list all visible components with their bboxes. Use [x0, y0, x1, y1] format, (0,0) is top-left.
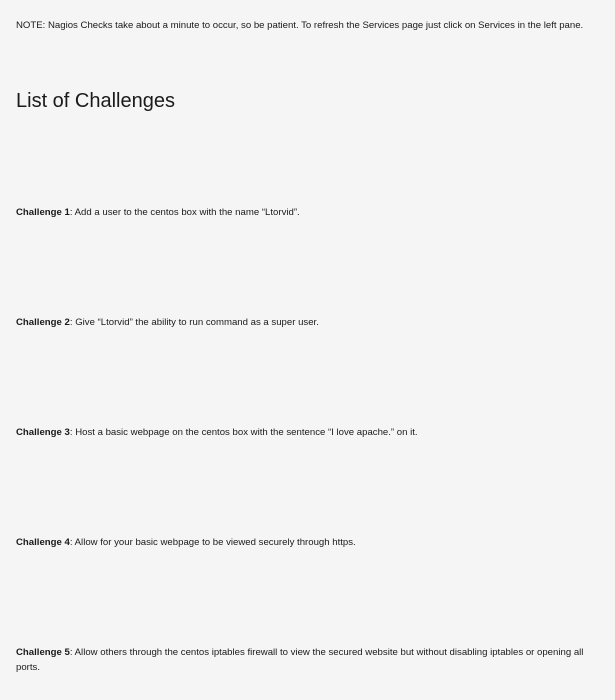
challenge-3-text: : Host a basic webpage on the centos box with the sentence “I love apache.” on it. — [69, 427, 418, 438]
challenge-1 — [16, 205, 606, 220]
challenge-5 — [16, 645, 606, 675]
challenge-5-text: : Allow others through the centos iptables firewall to view the secured website but without disabling iptables or opening all ports. — [16, 647, 584, 673]
challenge-3-label: Challenge 3 — [16, 427, 70, 438]
page-title: List of Challenges — [16, 90, 175, 112]
nagios-note: NOTE: Nagios Checks take about a minute to occur, so be patient. To refresh the Services page just click on Services in the left pane. — [16, 20, 584, 31]
challenge-4-text: : Allow for your basic webpage to be viewed securely through https. — [69, 537, 356, 548]
challenge-2-label: Challenge 2 — [16, 317, 70, 328]
challenge-5-label: Challenge 5 — [16, 647, 70, 658]
challenge-4 — [16, 535, 606, 550]
challenge-4-label: Challenge 4 — [16, 537, 70, 548]
challenge-2-text: : Give “Ltorvid” the ability to run command as a super user. — [69, 317, 319, 328]
challenge-2 — [16, 315, 606, 330]
challenge-3 — [16, 425, 606, 440]
challenge-1-text: : Add a user to the centos box with the name “Ltorvid”. — [69, 207, 300, 218]
challenge-1-label: Challenge 1 — [16, 207, 70, 218]
